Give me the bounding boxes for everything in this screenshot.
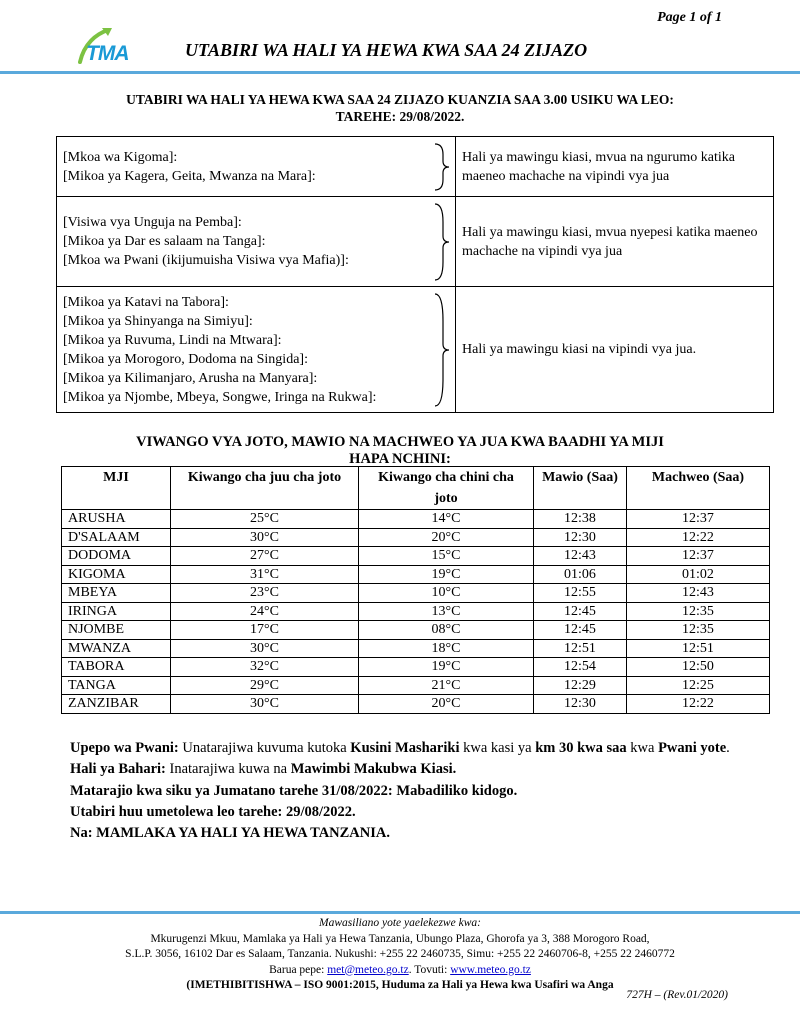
email-label: Barua pepe: (269, 963, 325, 976)
header-city: MJI (62, 467, 171, 510)
max-temp: 23°C (171, 584, 359, 603)
brace-cell (429, 287, 456, 413)
max-temp: 32°C (171, 658, 359, 677)
forecast-description: Hali ya mawingu kiasi na vipindi vya jua. (456, 287, 774, 413)
table-row (62, 695, 770, 714)
forecast-notes (70, 738, 750, 844)
brace-cell (429, 137, 456, 197)
wind-text: Unatarajiwa kuvuma kutoka (182, 740, 347, 756)
forecast-description: Hali ya mawingu kiasi, mvua na ngurumo katika maeneo machache na vipindi vya jua (456, 137, 774, 197)
forecast-description: Hali ya mawingu kiasi, mvua nyepesi katika maeneo machache na vipindi vya jua (456, 197, 774, 287)
forecast-regions (57, 287, 430, 413)
max-temp: 24°C (171, 602, 359, 621)
min-temp: 13°C (359, 602, 534, 621)
header-sunset: Machweo (Saa) (627, 467, 770, 510)
regional-forecast-table (56, 136, 774, 413)
table-row (62, 510, 770, 529)
sunset-time: 12:22 (627, 695, 770, 714)
city-name: TABORA (62, 658, 171, 677)
sunrise-time: 12:45 (534, 602, 627, 621)
table-row (62, 658, 770, 677)
max-temp: 27°C (171, 547, 359, 566)
wind-label: Upepo wa Pwani: (70, 740, 179, 756)
table-row (62, 639, 770, 658)
right-brace-icon (431, 292, 453, 408)
min-temp: 19°C (359, 565, 534, 584)
max-temp: 29°C (171, 676, 359, 695)
min-temp: 15°C (359, 547, 534, 566)
region-line: [Mikoa ya Shinyanga na Simiyu]: (63, 313, 253, 329)
city-name: ARUSHA (62, 510, 171, 529)
forecast-subtitle (0, 91, 800, 125)
header-max-temp: Kiwango cha juu cha joto (171, 467, 359, 510)
web-label: . Tovuti: (408, 963, 448, 976)
city-name: MWANZA (62, 639, 171, 658)
region-line: [Mikoa ya Katavi na Tabora]: (63, 294, 229, 310)
max-temp: 17°C (171, 621, 359, 640)
region-line: [Mikoa ya Kilimanjaro, Arusha na Manyara]: (63, 370, 318, 386)
footer-phone-line: S.L.P. 3056, 16102 Dar es Salaam, Tanzania. Nukushi: +255 22 2460735, Simu: +255 22 2460706-8, +255 22 2460772 (125, 948, 675, 960)
temp-header-row (62, 467, 770, 510)
sunset-time: 12:35 (627, 621, 770, 640)
table-row (62, 528, 770, 547)
forecast-row (57, 137, 774, 197)
region-line: [Mkoa wa Kigoma]: (63, 149, 178, 165)
wind-end: . (726, 740, 730, 756)
city-name: DODOMA (62, 547, 171, 566)
sea-label: Hali ya Bahari: (70, 761, 166, 778)
city-name: D'SALAAM (62, 528, 171, 547)
table-row (62, 584, 770, 603)
city-name: ZANZIBAR (62, 695, 171, 714)
email-link[interactable]: met@meteo.go.tz (327, 963, 409, 976)
city-name: KIGOMA (62, 565, 171, 584)
sunrise-time: 12:43 (534, 547, 627, 566)
brace-cell (429, 197, 456, 287)
right-brace-icon (431, 202, 453, 282)
wind-area: Pwani yote (658, 740, 727, 756)
temp-title-line-1: VIWANGO VYA JOTO, MAWIO NA MACHWEO YA JUA KWA BAADHI YA MIJI (136, 434, 664, 450)
issued-note: Utabiri huu umetolewa leo tarehe: 29/08/2022. (70, 803, 356, 820)
wind-text: kwa (630, 740, 655, 756)
sunset-time: 12:22 (627, 528, 770, 547)
table-row (62, 565, 770, 584)
sunrise-time: 12:45 (534, 621, 627, 640)
forecast-regions (57, 137, 430, 197)
website-link[interactable]: www.meteo.go.tz (450, 963, 531, 976)
sunset-time: 12:37 (627, 510, 770, 529)
table-row (62, 547, 770, 566)
forecast-regions (57, 197, 430, 287)
table-row (62, 676, 770, 695)
sunset-time: 12:37 (627, 547, 770, 566)
sunrise-time: 12:54 (534, 658, 627, 677)
header-divider (0, 71, 800, 74)
min-temp: 19°C (359, 658, 534, 677)
sunrise-time: 12:30 (534, 528, 627, 547)
page-number: Page 1 of 1 (657, 10, 722, 25)
wind-direction: Kusini Mashariki (350, 740, 460, 756)
footer-contact-heading: Mawasiliano yote yaelekezwe kwa: (319, 917, 481, 929)
table-row (62, 602, 770, 621)
city-name: NJOMBE (62, 621, 171, 640)
min-temp: 10°C (359, 584, 534, 603)
region-line: [Mikoa ya Ruvuma, Lindi na Mtwara]: (63, 332, 282, 348)
max-temp: 25°C (171, 510, 359, 529)
min-temp: 08°C (359, 621, 534, 640)
sea-state: Mawimbi Makubwa Kiasi. (290, 761, 457, 778)
sunset-time: 12:43 (627, 584, 770, 603)
city-temperature-table (61, 466, 770, 714)
footer (0, 916, 800, 994)
wind-speed: km 30 kwa saa (535, 740, 627, 756)
sunset-time: 12:50 (627, 658, 770, 677)
sunrise-time: 12:51 (534, 639, 627, 658)
logo-text: TMA (86, 42, 129, 65)
sunrise-time: 12:30 (534, 695, 627, 714)
sunrise-time: 01:06 (534, 565, 627, 584)
min-temp: 21°C (359, 676, 534, 695)
city-name: IRINGA (62, 602, 171, 621)
temperature-section-title (0, 434, 800, 468)
max-temp: 30°C (171, 528, 359, 547)
city-name: MBEYA (62, 584, 171, 603)
footer-address-line: Mkurugenzi Mkuu, Mamlaka ya Hali ya Hewa Tanzania, Ubungo Plaza, Ghorofa ya 3, 388 Morogoro Road, (150, 932, 650, 945)
forecast-row (57, 197, 774, 287)
subtitle-line-2: TAREHE: 29/08/2022. (335, 109, 465, 124)
sunrise-time: 12:55 (534, 584, 627, 603)
temp-title-line-2: HAPA NCHINI: (349, 451, 451, 467)
wind-text: kwa kasi ya (463, 740, 532, 756)
region-line: [Mikoa ya Morogoro, Dodoma na Singida]: (63, 351, 308, 367)
document-reference: 727H – (Rev.01/2020) (626, 989, 728, 1001)
region-line: [Visiwa vya Unguja na Pemba]: (63, 215, 242, 230)
right-brace-icon (431, 142, 453, 192)
issuer-note: Na: MAMLAKA YA HALI YA HEWA TANZANIA. (70, 825, 390, 842)
sunset-time: 12:51 (627, 639, 770, 658)
sea-state-note (70, 759, 750, 780)
sunset-time: 12:35 (627, 602, 770, 621)
subtitle-line-1: UTABIRI WA HALI YA HEWA KWA SAA 24 ZIJAZO KUANZIA SAA 3.00 USIKU WA LEO: (126, 92, 674, 107)
min-temp: 14°C (359, 510, 534, 529)
tma-logo (74, 26, 134, 70)
region-line: [Mikoa ya Kagera, Geita, Mwanza na Mara]: (63, 168, 316, 184)
min-temp: 20°C (359, 528, 534, 547)
header-sunrise: Mawio (Saa) (534, 467, 627, 510)
sunrise-time: 12:29 (534, 676, 627, 695)
region-line: [Mkoa wa Pwani (ikijumuisha Visiwa vya Mafia)]: (63, 253, 349, 268)
min-temp: 18°C (359, 639, 534, 658)
sunrise-time: 12:38 (534, 510, 627, 529)
region-line: [Mikoa ya Dar es salaam na Tanga]: (63, 234, 266, 249)
max-temp: 30°C (171, 695, 359, 714)
outlook-note: Matarajio kwa siku ya Jumatano tarehe 31/08/2022: Mabadiliko kidogo. (70, 782, 518, 799)
footer-web-line (0, 963, 800, 979)
forecast-row (57, 287, 774, 413)
max-temp: 31°C (171, 565, 359, 584)
sunset-time: 01:02 (627, 565, 770, 584)
header-title: UTABIRI WA HALI YA HEWA KWA SAA 24 ZIJAZO (185, 40, 588, 60)
city-name: TANGA (62, 676, 171, 695)
max-temp: 30°C (171, 639, 359, 658)
footer-certification: (IMETHIBITISHWA – ISO 9001:2015, Huduma za Hali ya Hewa kwa Usafiri wa Anga (186, 979, 614, 991)
sunset-time: 12:25 (627, 676, 770, 695)
header-min-temp: Kiwango cha chini cha joto (359, 467, 534, 510)
table-row (62, 621, 770, 640)
min-temp: 20°C (359, 695, 534, 714)
coastal-wind-note (70, 738, 750, 759)
sea-text: Inatarajiwa kuwa na (169, 761, 288, 778)
footer-divider (0, 911, 800, 914)
region-line: [Mikoa ya Njombe, Mbeya, Songwe, Iringa na Rukwa]: (63, 389, 377, 405)
